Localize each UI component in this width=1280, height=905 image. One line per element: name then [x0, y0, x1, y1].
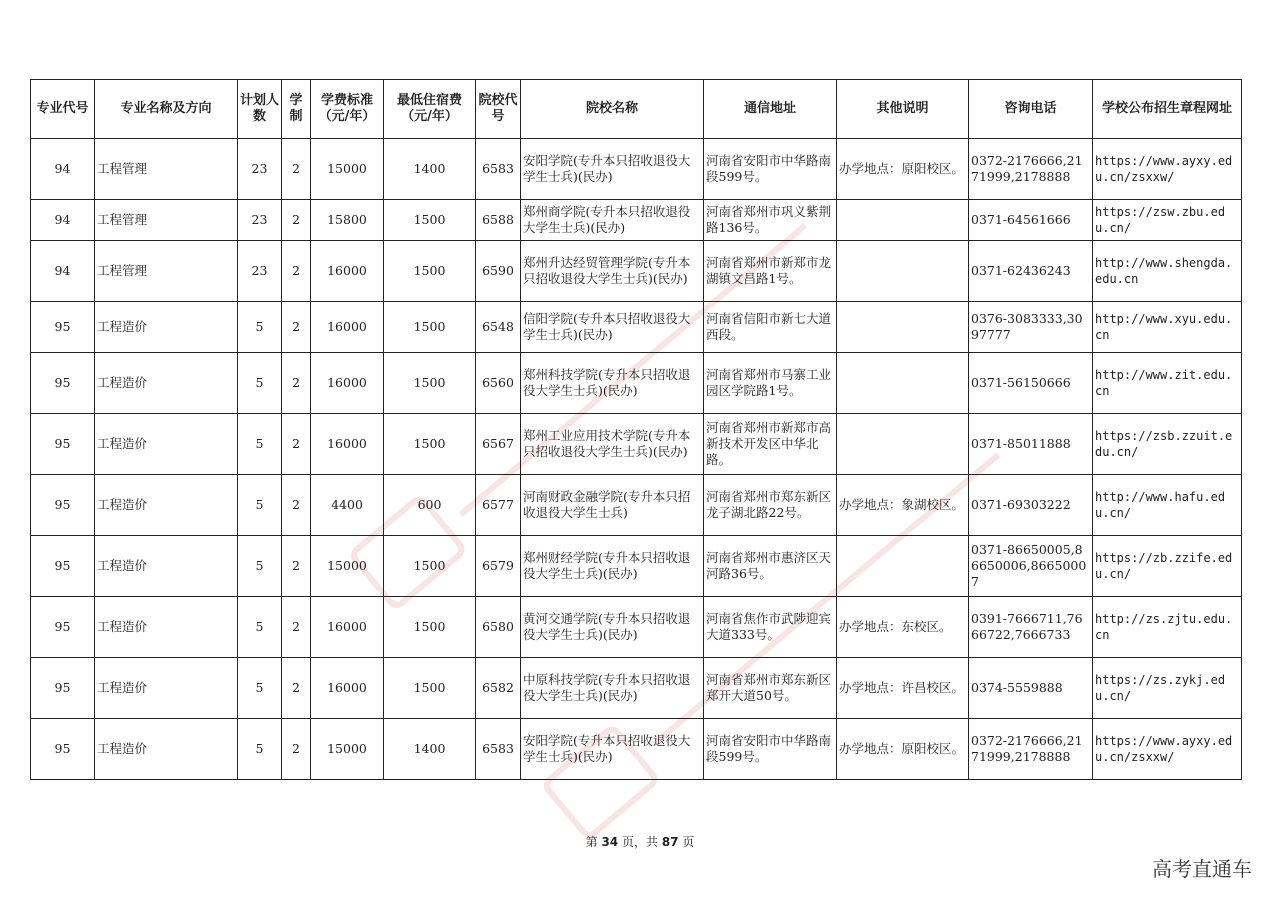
- tuition-cell: 15000: [311, 719, 384, 780]
- major-name-cell: 工程造价: [95, 536, 238, 597]
- dorm-fee-cell: 1400: [384, 139, 476, 200]
- website-cell[interactable]: https://zsw.zbu.edu.cn/: [1093, 200, 1242, 241]
- school-code-cell: 6577: [476, 475, 521, 536]
- phone-cell: 0372-2176666,2171999,2178888: [969, 139, 1093, 200]
- major-code-cell: 95: [31, 658, 95, 719]
- school-code-cell: 6580: [476, 597, 521, 658]
- school-name-cell: 河南财政金融学院(专升本只招收退役大学生士兵): [521, 475, 704, 536]
- header-dorm-fee: 最低住宿费（元/年）: [384, 80, 476, 139]
- plan-count-cell: 5: [238, 353, 282, 414]
- header-duration: 学制: [282, 80, 311, 139]
- website-cell[interactable]: https://www.ayxy.edu.cn/zsxxw/: [1093, 719, 1242, 780]
- website-cell[interactable]: http://www.zit.edu.cn: [1093, 353, 1242, 414]
- notes-cell: [837, 414, 969, 475]
- school-name-cell: 安阳学院(专升本只招收退役大学生士兵)(民办): [521, 139, 704, 200]
- school-name-cell: 郑州科技学院(专升本只招收退役大学生士兵)(民办): [521, 353, 704, 414]
- duration-cell: 2: [282, 597, 311, 658]
- phone-cell: 0374-5559888: [969, 658, 1093, 719]
- school-name-cell: 郑州工业应用技术学院(专升本只招收退役大学生士兵)(民办): [521, 414, 704, 475]
- footer-prefix: 第: [585, 835, 598, 849]
- major-name-cell: 工程造价: [95, 353, 238, 414]
- dorm-fee-cell: 1500: [384, 353, 476, 414]
- school-code-cell: 6567: [476, 414, 521, 475]
- website-cell[interactable]: http://www.shengda.edu.cn: [1093, 241, 1242, 302]
- footer-total-pages: 87: [661, 835, 679, 849]
- school-code-cell: 6548: [476, 302, 521, 353]
- address-cell: 河南省郑州市新郑市高新技术开发区中华北路。: [704, 414, 837, 475]
- phone-cell: 0371-64561666: [969, 200, 1093, 241]
- brand-label: 高考直通车: [1152, 857, 1252, 881]
- major-name-cell: 工程管理: [95, 139, 238, 200]
- duration-cell: 2: [282, 200, 311, 241]
- major-name-cell: 工程管理: [95, 241, 238, 302]
- dorm-fee-cell: 1400: [384, 719, 476, 780]
- notes-cell: 办学地点：许昌校区。: [837, 658, 969, 719]
- tuition-cell: 16000: [311, 353, 384, 414]
- footer-middle: 页，共: [621, 835, 658, 849]
- duration-cell: 2: [282, 414, 311, 475]
- table-row: [31, 658, 1242, 719]
- header-major-code: 专业代号: [31, 80, 95, 139]
- major-name-cell: 工程造价: [95, 475, 238, 536]
- major-code-cell: 95: [31, 719, 95, 780]
- website-cell[interactable]: http://www.hafu.edu.cn/: [1093, 475, 1242, 536]
- major-name-cell: 工程管理: [95, 200, 238, 241]
- phone-cell: 0391-7666711,7666722,7666733: [969, 597, 1093, 658]
- address-cell: 河南省信阳市新七大道西段。: [704, 302, 837, 353]
- phone-cell: 0371-69303222: [969, 475, 1093, 536]
- notes-cell: [837, 536, 969, 597]
- dorm-fee-cell: 1500: [384, 414, 476, 475]
- school-name-cell: 黄河交通学院(专升本只招收退役大学生士兵)(民办): [521, 597, 704, 658]
- table-row: [31, 200, 1242, 241]
- notes-cell: 办学地点：象湖校区。: [837, 475, 969, 536]
- school-code-cell: 6588: [476, 200, 521, 241]
- notes-cell: [837, 302, 969, 353]
- duration-cell: 2: [282, 536, 311, 597]
- phone-cell: 0372-2176666,2171999,2178888: [969, 719, 1093, 780]
- notes-cell: 办学地点：原阳校区。: [837, 139, 969, 200]
- major-code-cell: 94: [31, 139, 95, 200]
- tuition-cell: 16000: [311, 658, 384, 719]
- address-cell: 河南省郑州市郑东新区郑开大道50号。: [704, 658, 837, 719]
- major-name-cell: 工程造价: [95, 658, 238, 719]
- plan-count-cell: 23: [238, 241, 282, 302]
- plan-count-cell: 5: [238, 597, 282, 658]
- page-footer: [0, 833, 1280, 850]
- major-code-cell: 94: [31, 241, 95, 302]
- address-cell: 河南省郑州市巩义紫荆路136号。: [704, 200, 837, 241]
- tuition-cell: 16000: [311, 241, 384, 302]
- notes-cell: [837, 200, 969, 241]
- address-cell: 河南省安阳市中华路南段599号。: [704, 139, 837, 200]
- address-cell: 河南省焦作市武陟迎宾大道333号。: [704, 597, 837, 658]
- notes-cell: [837, 241, 969, 302]
- header-school-code: 院校代号: [476, 80, 521, 139]
- major-code-cell: 94: [31, 200, 95, 241]
- major-name-cell: 工程造价: [95, 414, 238, 475]
- admission-plan-table: [30, 79, 1242, 780]
- header-address: 通信地址: [704, 80, 837, 139]
- footer-page-number: 34: [601, 835, 619, 849]
- header-phone: 咨询电话: [969, 80, 1093, 139]
- duration-cell: 2: [282, 658, 311, 719]
- header-website: 学校公布招生章程网址: [1093, 80, 1242, 139]
- major-code-cell: 95: [31, 475, 95, 536]
- footer-suffix: 页: [682, 835, 695, 849]
- website-cell[interactable]: https://zsb.zzuit.edu.cn/: [1093, 414, 1242, 475]
- dorm-fee-cell: 1500: [384, 200, 476, 241]
- table-row: [31, 475, 1242, 536]
- school-name-cell: 郑州财经学院(专升本只招收退役大学生士兵)(民办): [521, 536, 704, 597]
- plan-count-cell: 5: [238, 658, 282, 719]
- address-cell: 河南省郑州市新郑市龙湖镇文昌路1号。: [704, 241, 837, 302]
- notes-cell: [837, 353, 969, 414]
- plan-count-cell: 5: [238, 475, 282, 536]
- school-code-cell: 6579: [476, 536, 521, 597]
- duration-cell: 2: [282, 139, 311, 200]
- header-school-name: 院校名称: [521, 80, 704, 139]
- plan-count-cell: 23: [238, 139, 282, 200]
- header-notes: 其他说明: [837, 80, 969, 139]
- header-major-name: 专业名称及方向: [95, 80, 238, 139]
- dorm-fee-cell: 1500: [384, 597, 476, 658]
- phone-cell: 0371-56150666: [969, 353, 1093, 414]
- duration-cell: 2: [282, 302, 311, 353]
- table-row: [31, 597, 1242, 658]
- phone-cell: 0371-85011888: [969, 414, 1093, 475]
- website-cell[interactable]: http://www.xyu.edu.cn: [1093, 302, 1242, 353]
- tuition-cell: 15800: [311, 200, 384, 241]
- address-cell: 河南省安阳市中华路南段599号。: [704, 719, 837, 780]
- phone-cell: 0371-62436243: [969, 241, 1093, 302]
- major-code-cell: 95: [31, 414, 95, 475]
- tuition-cell: 15000: [311, 536, 384, 597]
- major-code-cell: 95: [31, 597, 95, 658]
- major-code-cell: 95: [31, 536, 95, 597]
- website-cell[interactable]: http://zs.zjtu.edu.cn: [1093, 597, 1242, 658]
- address-cell: 河南省郑州市惠济区天河路36号。: [704, 536, 837, 597]
- plan-count-cell: 5: [238, 719, 282, 780]
- school-name-cell: 安阳学院(专升本只招收退役大学生士兵)(民办): [521, 719, 704, 780]
- tuition-cell: 4400: [311, 475, 384, 536]
- table-row: [31, 719, 1242, 780]
- major-code-cell: 95: [31, 302, 95, 353]
- tuition-cell: 16000: [311, 597, 384, 658]
- dorm-fee-cell: 1500: [384, 241, 476, 302]
- major-code-cell: 95: [31, 353, 95, 414]
- school-name-cell: 郑州商学院(专升本只招收退役大学生士兵)(民办): [521, 200, 704, 241]
- duration-cell: 2: [282, 353, 311, 414]
- notes-cell: 办学地点：东校区。: [837, 597, 969, 658]
- school-code-cell: 6583: [476, 719, 521, 780]
- table-row: [31, 414, 1242, 475]
- table-row: [31, 353, 1242, 414]
- dorm-fee-cell: 600: [384, 475, 476, 536]
- school-name-cell: 信阳学院(专升本只招收退役大学生士兵)(民办): [521, 302, 704, 353]
- phone-cell: 0376-3083333,3097777: [969, 302, 1093, 353]
- major-name-cell: 工程造价: [95, 719, 238, 780]
- school-code-cell: 6560: [476, 353, 521, 414]
- table-row: [31, 139, 1242, 200]
- website-cell[interactable]: https://zs.zykj.edu.cn/: [1093, 658, 1242, 719]
- school-code-cell: 6583: [476, 139, 521, 200]
- major-name-cell: 工程造价: [95, 597, 238, 658]
- phone-cell: 0371-86650005,86650006,86650007: [969, 536, 1093, 597]
- header-tuition: 学费标准（元/年）: [311, 80, 384, 139]
- tuition-cell: 15000: [311, 139, 384, 200]
- duration-cell: 2: [282, 475, 311, 536]
- plan-count-cell: 23: [238, 200, 282, 241]
- school-name-cell: 中原科技学院(专升本只招收退役大学生士兵)(民办): [521, 658, 704, 719]
- school-code-cell: 6582: [476, 658, 521, 719]
- table-header-row: [31, 80, 1242, 139]
- address-cell: 河南省郑州市马寨工业园区学院路1号。: [704, 353, 837, 414]
- dorm-fee-cell: 1500: [384, 536, 476, 597]
- duration-cell: 2: [282, 719, 311, 780]
- website-cell[interactable]: https://zb.zzife.edu.cn/: [1093, 536, 1242, 597]
- address-cell: 河南省郑州市郑东新区龙子湖北路22号。: [704, 475, 837, 536]
- tuition-cell: 16000: [311, 302, 384, 353]
- table-row: [31, 536, 1242, 597]
- plan-count-cell: 5: [238, 414, 282, 475]
- website-cell[interactable]: https://www.ayxy.edu.cn/zsxxw/: [1093, 139, 1242, 200]
- dorm-fee-cell: 1500: [384, 302, 476, 353]
- duration-cell: 2: [282, 241, 311, 302]
- dorm-fee-cell: 1500: [384, 658, 476, 719]
- school-code-cell: 6590: [476, 241, 521, 302]
- plan-count-cell: 5: [238, 536, 282, 597]
- school-name-cell: 郑州升达经贸管理学院(专升本只招收退役大学生士兵)(民办): [521, 241, 704, 302]
- major-name-cell: 工程造价: [95, 302, 238, 353]
- header-plan-count: 计划人数: [238, 80, 282, 139]
- tuition-cell: 16000: [311, 414, 384, 475]
- table-row: [31, 302, 1242, 353]
- table-row: [31, 241, 1242, 302]
- notes-cell: 办学地点：原阳校区。: [837, 719, 969, 780]
- plan-count-cell: 5: [238, 302, 282, 353]
